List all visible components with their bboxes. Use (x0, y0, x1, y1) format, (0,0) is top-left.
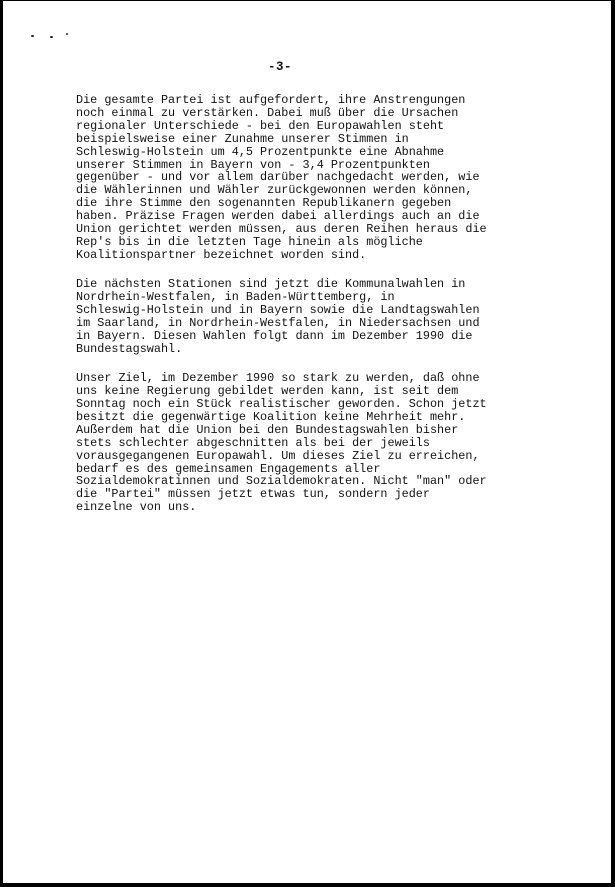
text-line: Union gerichtet werden müssen, aus deren Reihen heraus die (76, 222, 487, 237)
text-line: die Wählerinnen und Wähler zurückgewonnen werden können, (76, 183, 473, 198)
text-line: Rep's bis in die letzten Tage hinein als mögliche (76, 234, 423, 249)
text-line: besitzt die gegenwärtige Koalition keine Mehrheit mehr. (76, 409, 466, 424)
paragraph (76, 277, 480, 356)
text-line: Nordrhein-Westfalen, in Baden-Württemberg, in (76, 290, 395, 305)
text-line: vorausgegangenen Europawahl. Um dieses Ziel zu erreichen, (76, 448, 480, 463)
text-line: Koalitionspartner bezeichnet worden sind. (76, 247, 367, 262)
text-line: Unser Ziel, im Dezember 1990 so stark zu werden, daß ohne (76, 371, 480, 386)
text-line: gegenüber - und vor allem darüber nachgedacht werden, wie (76, 170, 480, 185)
text-line: Sonntag noch ein Stück realistischer geworden. Schon jetzt (76, 397, 487, 412)
text-line: Die nächsten Stationen sind jetzt die Kommunalwahlen in (76, 277, 466, 292)
scan-speck (66, 33, 68, 35)
text-line: Die gesamte Partei ist aufgefordert, ihre Anstrengungen (76, 93, 466, 107)
paragraph (76, 93, 487, 262)
text-line: im Saarland, in Nordrhein-Westfalen, in Niedersachsen und (76, 316, 480, 330)
page-number: -3- (267, 60, 292, 74)
text-line: unserer Stimmen in Bayern von - 3,4 Prozentpunkten (76, 157, 430, 172)
text-line: Schleswig-Holstein und in Bayern sowie die Landtagswahlen (76, 303, 480, 318)
text-line: stets schlechter abgeschnitten als bei der jeweils (76, 435, 430, 450)
text-line: bedarf es des gemeinsamen Engagements aller (76, 461, 381, 476)
text-line: uns keine Regierung gebildet werden kann, ist seit dem (76, 384, 459, 399)
text-line: die "Partei" müssen jetzt etwas tun, sondern jeder (76, 487, 430, 502)
scan-speck (31, 35, 34, 37)
text-line: beispielsweise einer Zunahme unserer Stimmen in (76, 131, 409, 146)
text-line: noch einmal zu verstärken. Dabei muß über die Ursachen (76, 105, 459, 120)
text-line: Außerdem hat die Union bei den Bundestagswahlen bisher (76, 422, 459, 437)
text-line: einzelne von uns. (76, 500, 197, 515)
document-body (76, 93, 487, 531)
text-line: haben. Präzise Fragen werden dabei allerdings auch an die (76, 209, 480, 224)
text-line: in Bayern. Diesen Wahlen folgt dann im Dezember 1990 die (76, 328, 473, 343)
text-line: die ihre Stimme den sogenannten Republikanern gegeben (76, 196, 452, 211)
text-line: regionaler Unterschiede - bei den Europawahlen steht (76, 118, 445, 133)
text-line: Sozialdemokratinnen und Sozialdemokraten. Nicht "man" oder (76, 474, 487, 489)
scan-speck (50, 36, 53, 38)
text-line: Bundestagswahl. (76, 341, 183, 356)
paragraph (76, 371, 487, 515)
text-line: Schleswig-Holstein um 4,5 Prozentpunkte eine Abnahme (76, 144, 445, 159)
